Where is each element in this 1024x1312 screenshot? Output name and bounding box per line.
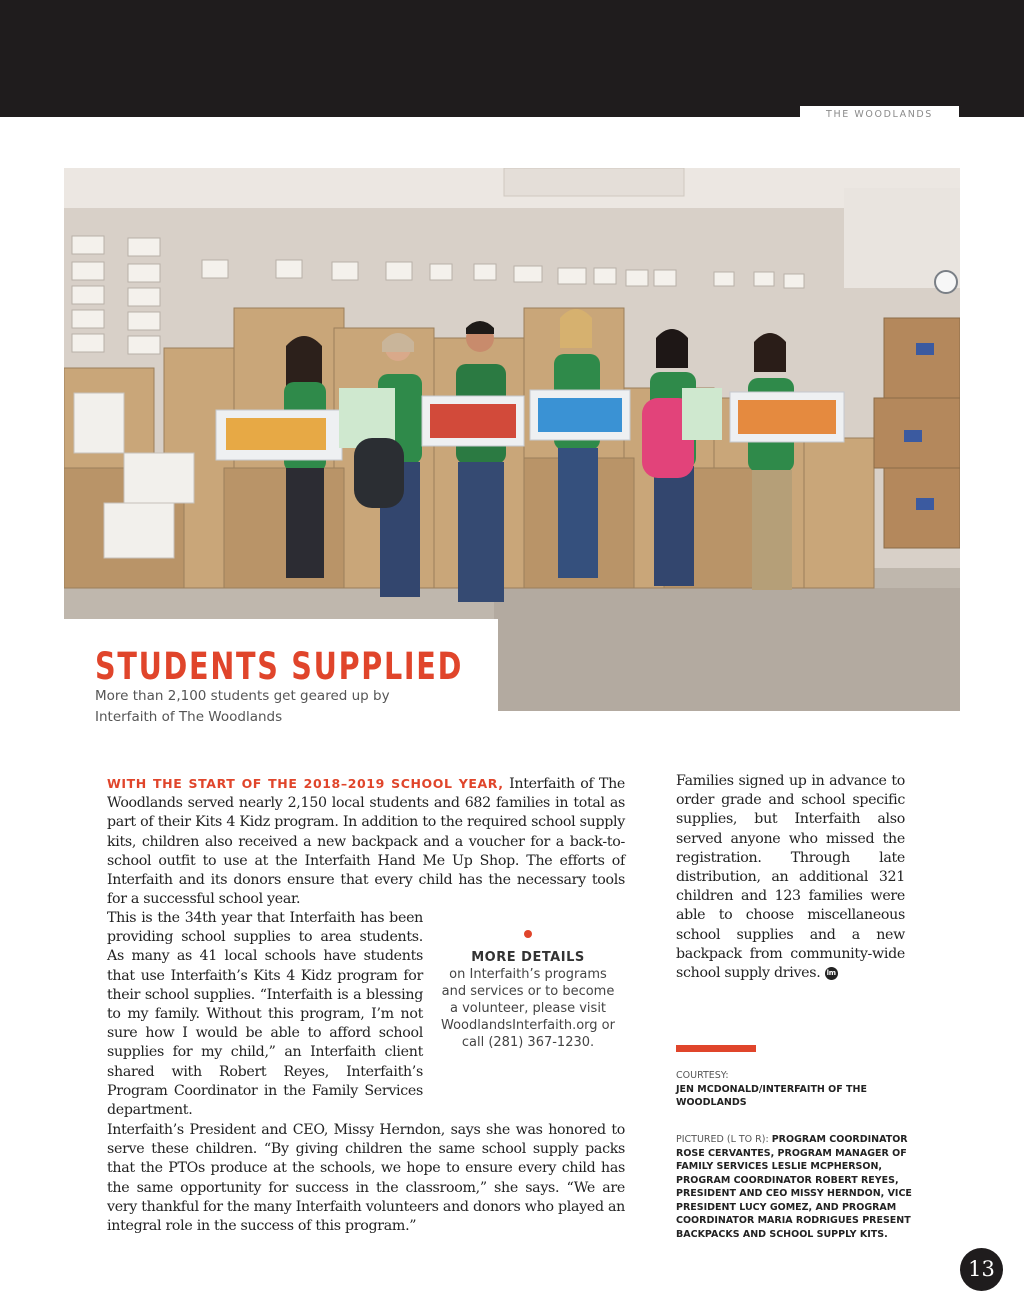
header-band [0, 0, 1024, 117]
more-details-title: MORE DETAILS [471, 950, 585, 965]
headline: STUDENTS SUPPLIED [95, 645, 464, 688]
photo-caption [676, 1133, 934, 1241]
page-number: 13 [960, 1248, 1003, 1291]
paragraph-2: This is the 34th year that Interfaith has been providing school supplies to area students. As many as 41 local schools have students that use Interfaith’s Kits 4 Kidz program for their school supplies. “Interfaith is a blessing to my family. Without this program, I’m not sure how I would be able to afford school supplies for my child,” an Interfaith client shared with Robert Reyes, Interfaith’s Program Coordinator in the Family Services department. [107, 910, 423, 1119]
section-label: THE WOODLANDS [800, 106, 959, 124]
paragraph-1 [107, 774, 625, 909]
paragraph-4-text: Families signed up in advance to order grade and school specific supplies, but Interfaith also served anyone who missed the registration. Through late distribution, an additional 321 children and 123 families were able to choose miscellaneous school supplies and a new backpack from community-wide school supply drives. [676, 773, 905, 982]
more-details-box [440, 930, 616, 1051]
bullet-dot-icon [524, 930, 532, 938]
end-mark-icon: lm [825, 967, 838, 980]
lead-in: WITH THE START OF THE 2018–2019 SCHOOL YEAR, [107, 776, 504, 791]
credit-label: COURTESY: [676, 1070, 729, 1081]
more-details-text: on Interfaith’s programs and services or to become a volunteer, please visit WoodlandsInterfaith.org or call (281) 367-1230. [441, 967, 615, 1050]
divider-bar [676, 1045, 756, 1052]
caption-label: PICTURED (L TO R): [676, 1134, 769, 1145]
credit-name: JEN MCDONALD/INTERFAITH OF THE WOODLANDS [676, 1083, 867, 1108]
paragraph-3: Interfaith’s President and CEO, Missy Herndon, says she was honored to serve these children. “By giving children the same school supply packs that the PTOs produce at the schools, we hope to ensure every child has the same opportunity for success in the classroom,” she says. “We are very thankful for the many Interfaith volunteers and donors who played an integral role in the success of this program.” [107, 1122, 625, 1235]
caption-text: PROGRAM COORDINATOR ROSE CERVANTES, PROGRAM MANAGER OF FAMILY SERVICES LESLIE MCPHERSON, PROGRAM COORDINATOR ROBERT REYES, PRESIDENT AND CEO MISSY HERNDON, VICE PRESIDENT LUCY GOMEZ, AND PROGRAM COORDINATOR MARIA RODRIGUES PRESENT BACKPACKS AND SCHOOL SUPPLY KITS. [676, 1134, 912, 1240]
photo-credit [676, 1069, 930, 1110]
paragraph-4 [676, 772, 905, 983]
paragraph-1-text: Interfaith of The Woodlands served nearly 2,150 local students and 682 families in total as part of their Kits 4 Kidz program. In addition to the required school supply kits, children also received a new backpack and a voucher for a back-to-school outfit to use at the Interfaith Hand Me Up Shop. The efforts of Interfaith and its donors ensure that every child has the necessary tools for a successful school year. [107, 776, 626, 908]
subheadline: More than 2,100 students get geared up by Interfaith of The Woodlands [95, 688, 390, 725]
